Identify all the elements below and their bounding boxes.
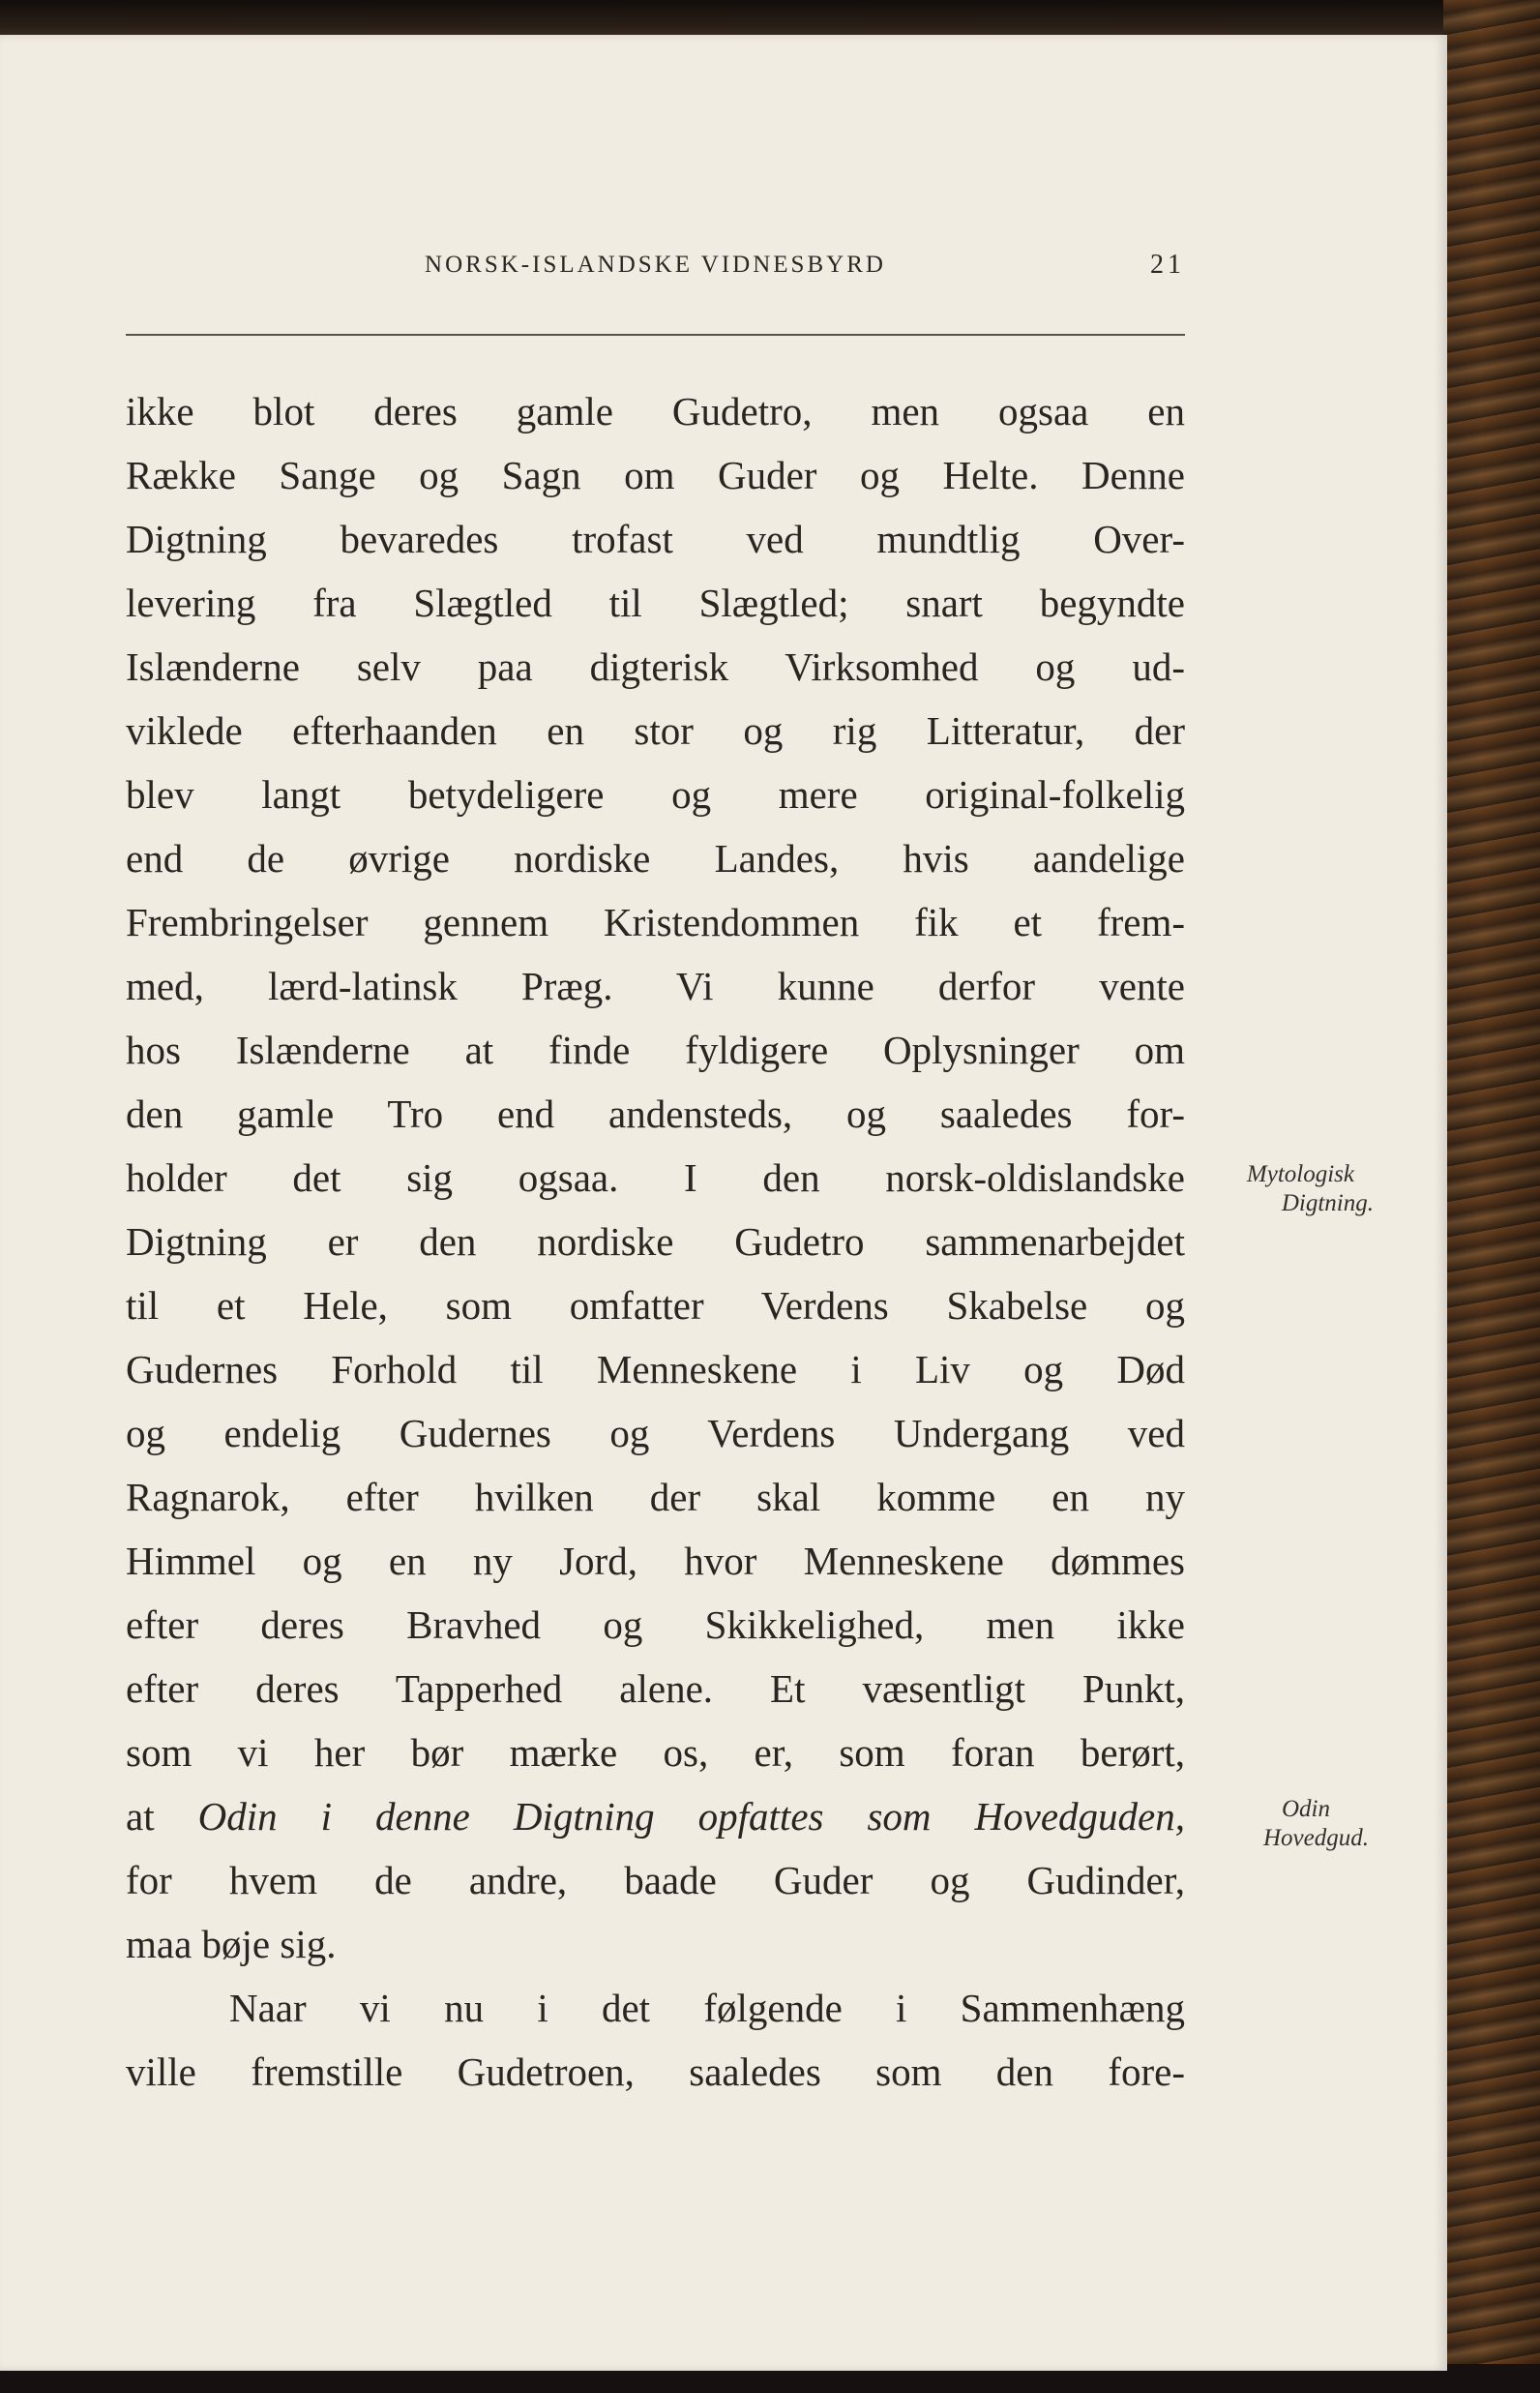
text-line: Digtning er den nordiske Gudetro sammenarbejdet: [126, 1219, 1185, 1264]
text-line: Række Sange og Sagn om Guder og Helte. Denne: [126, 453, 1185, 497]
text-line: Himmel og en ny Jord, hvor Menneskene dømmes: [126, 1539, 1185, 1583]
text-line: som vi her bør mærke os, er, som foran berørt,: [126, 1730, 1185, 1775]
text-line: Frembringelser gennem Kristendommen fik et frem-: [126, 900, 1185, 944]
running-head: [126, 248, 1185, 286]
text-line: for hvem de andre, baade Guder og Gudinder,: [126, 1858, 1185, 1902]
margin-note-mytologisk: [1199, 1160, 1374, 1218]
text-line: Ragnarok, efter hvilken der skal komme en ny: [126, 1475, 1185, 1519]
text-line: efter deres Tapperhed alene. Et væsentligt Punkt,: [126, 1666, 1185, 1711]
text-line: blev langt betydeligere og mere original-folkelig: [126, 772, 1185, 817]
book-page: [0, 35, 1447, 2371]
text-line: den gamle Tro end andensteds, og saaledes for-: [126, 1092, 1185, 1136]
text-line: til et Hele, som omfatter Verdens Skabelse og: [126, 1283, 1185, 1328]
text-line-with-emphasis: [126, 1784, 1185, 1848]
text-fragment: at: [126, 1794, 198, 1839]
paragraph-start-line: Naar vi nu i det følgende i Sammenhæng: [229, 1986, 1185, 2030]
text-line: Gudernes Forhold til Menneskene i Liv og Død: [126, 1347, 1185, 1391]
page-number: 21: [1150, 250, 1185, 280]
text-line: holder det sig ogsaa. I den norsk-oldislandske: [126, 1155, 1185, 1200]
running-title: NORSK-ISLANDSKE VIDNESBYRD: [425, 252, 886, 278]
text-line: levering fra Slægtled til Slægtled; snart begyndte: [126, 581, 1185, 625]
margin-note-line: Mytologisk: [1246, 1161, 1354, 1187]
text-line: ville fremstille Gudetroen, saaledes som den fore-: [126, 2049, 1185, 2094]
text-line: ikke blot deres gamle Gudetro, men ogsaa en: [126, 389, 1185, 434]
margin-note-line: Hovedgud.: [1263, 1825, 1369, 1851]
header-rule: [126, 334, 1185, 336]
margin-note-odin: [1190, 1795, 1369, 1853]
text-line: Digtning bevaredes trofast ved mundtlig Over-: [126, 517, 1185, 561]
book-edge: [1443, 0, 1540, 2393]
margin-note-line: Digtning.: [1281, 1190, 1374, 1216]
text-line: viklede efterhaanden en stor og rig Litteratur, der: [126, 708, 1185, 753]
emphasized-text: Odin i denne Digtning opfattes som Hovedguden,: [197, 1794, 1185, 1839]
page-content: [0, 35, 1447, 2371]
margin-note-line: Odin: [1282, 1796, 1330, 1822]
body-text: [126, 379, 1185, 2104]
paragraph-end-line: maa bøje sig.: [126, 1922, 337, 1966]
text-line: og endelig Gudernes og Verdens Undergang ved: [126, 1411, 1185, 1455]
text-line: Islænderne selv paa digterisk Virksomhed og ud-: [126, 644, 1185, 689]
text-line: end de øvrige nordiske Landes, hvis aandelige: [126, 836, 1185, 881]
scan-top-edge: [0, 0, 1540, 39]
text-line: efter deres Bravhed og Skikkelighed, men ikke: [126, 1602, 1185, 1647]
text-line: hos Islænderne at finde fyldigere Oplysninger om: [126, 1028, 1185, 1072]
text-line: med, lærd-latinsk Præg. Vi kunne derfor vente: [126, 964, 1185, 1008]
